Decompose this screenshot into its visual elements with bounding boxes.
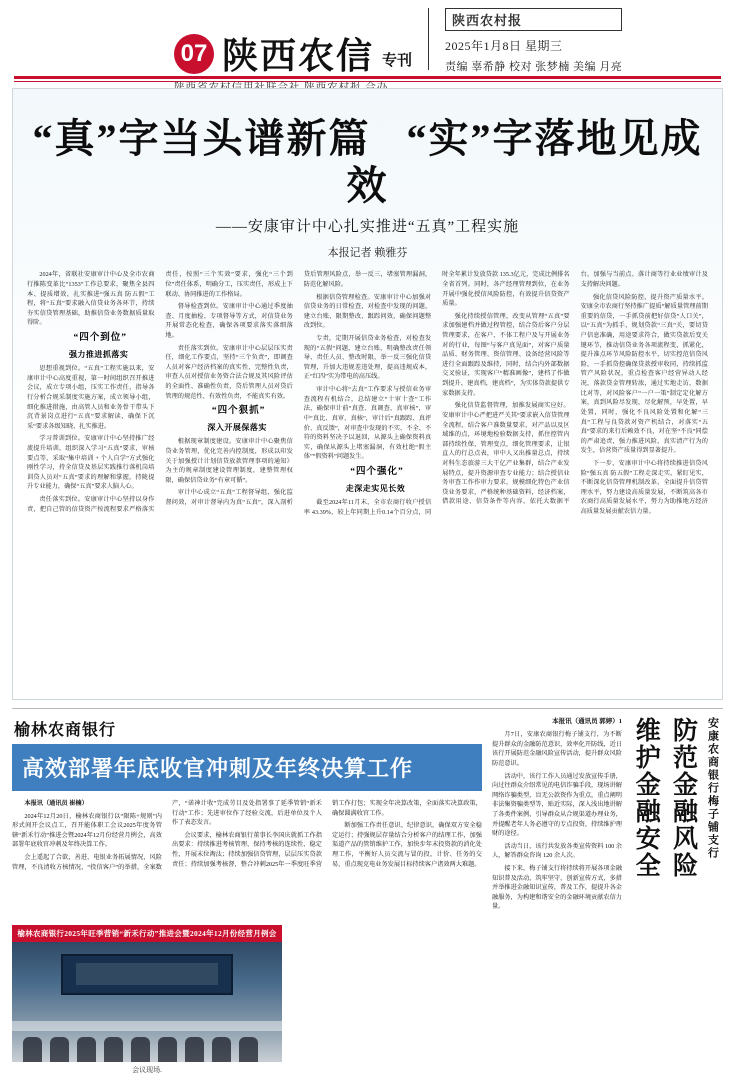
photo-banner-text: 榆林农商银行2025年旺季营销“新禾行动”推进会暨2024年12月份经营月例会 <box>12 925 282 942</box>
lead-para: 强化信贷风险防控，提升资产质量水平。安康全市农商行坚持推广提质“解质量管理前期重要的信贷，一手抓贷前把好信贷”人口关”，以“五真”为抓手，规划贷款“三真”关，要切贷户信息准确，用途要求符合，做实贷款后变关键环节，推动信贷业务各项流程变，抓紧化，提升准点环节风险防控水平，切实控范信贷风险，一手抓贷控确保贷款授审收同，持续抓监管产风险状况，重点检查客户经营异动人经况，落款贷金管理转浓，通过实地走访，数据比对等，对风险客户“一户一策”制定定化解方案，真到风险尽发现，尽化解预，早处置，早处置，同时，强化不良风险处置和化解“三真”工程与良贷款对资产机结合，对落实“五真”要求的来行后赖效不良，对在坚“不良”同偿的严肃追责，强力推进风险，真实清产行为的发生，倍营资产质量得到显著提升。 <box>580 293 708 455</box>
section-label: 专刊 <box>382 53 413 69</box>
lead-section-subheading: 深入开展保落实 <box>207 423 267 433</box>
ankang-para: 月7日，安康农商银行梅子铺支行，为不断提升群众的金融防范意识，效率化开防线，近日该行开展防范金融风险宣传活动，提升群众风险防范意识。 <box>492 731 622 767</box>
masthead <box>0 0 735 76</box>
yulin-body-columns <box>12 799 482 919</box>
masthead-center <box>174 6 721 94</box>
lead-headline-part2: “实”字落地见成效 <box>346 116 703 209</box>
meeting-photo <box>12 942 282 1062</box>
ankang-para: 活动中，该行工作人员通过发放宣传手册，向过往群众介绍常见的电信诈骗手段，现场讲解网络诈骗类型，盲无公款资作为重点，重点阐明非法集资骗类型等，贴近实际，深入浅出地讲解了各类件案例，引导群众从合规渠道办理业务，并提醒老年人务必遵守的专点投资，持续维护理财的途径。 <box>492 772 622 838</box>
yulin-byline: 本报讯（通讯员 崔楠） <box>24 800 88 807</box>
lead-section-subheading: 走深走实见长效 <box>345 483 406 493</box>
lead-para: 责任落实到位。安康审计中心层层压实责任，细化工作要点，坚持“三个负责”，即调查人员对客户经济档案的真实性、完整性负责，审查人员对授信业务资合法合规及其风险评估的全面性、准确性负责，贷后管理人员对贷后管理的规范性、有效性负责，不能真实有效。 <box>165 344 293 400</box>
yulin-article <box>12 717 482 1074</box>
yulin-photo-block <box>12 925 282 1075</box>
lead-para: 下一步，安康审计中心将持续推进信贷风险“强五真 防五假”工程走深走实，紧盯见实，不断深化信贷管理机制改革，全面提升信贷管理水平，努力建设高质量发展，不断筑高各市农商行高质量发展水平，努力为助推地方经济高质量发展贡献农信力量。 <box>580 459 708 515</box>
lower-section <box>12 708 723 1074</box>
photo-caption: 会议现场. <box>132 1066 162 1074</box>
masthead-title-row <box>174 6 721 74</box>
lead-section-heading: “四个狠抓” <box>211 406 266 417</box>
lead-subhead: ——安康审计中心扎实推进“五真”工程实施 <box>215 219 520 236</box>
masthead-meta <box>445 6 622 74</box>
lead-para: 专责，定期开展信贷业务检查，对检查发现的“五假”问题，建立台账，明确整改责任领导、责任人员、整改时限，举一反三强化信贷管理，升加大违规差违处理，提高违规成本，正“红四”实为带电的高压线。 <box>303 335 432 381</box>
ankang-article <box>492 717 723 1068</box>
ankang-para: 接下来，梅子铺支行将持续将开展各项金融知识普及活动，筑牢坚守，创新宣传方式，多措并举推进金融知识宣传，普及工作，提提升各金融服务，为构建和谐安全的金融环境贡献农信力量。 <box>492 864 622 911</box>
ankang-byline: 本报讯（通讯员 郭婷）1 <box>552 718 622 725</box>
ankang-subline: 安康农商银行梅子铺支行 <box>706 717 719 860</box>
photo-audience <box>12 1007 282 1062</box>
yulin-headline: 高效部署年底收官冲刺及年终决算工作 <box>12 744 482 791</box>
lead-section-subheading: 强力推进抓落实 <box>68 349 129 359</box>
page-number-badge: 07 <box>174 34 214 74</box>
lead-section-heading: “四个强化” <box>350 466 404 477</box>
lead-para: 强化信贷监督管理，加推发展商实应好。安康审计中心严把进严关其“要求嵌入信贷管理全流程，结合客户准数量要求，对产品以及区域维的点，环境地检验数据支持，抓住控管内部持续性保，管理变点，细化管理要求，让银直人的行总点表，审中人又出推量总点，持续对科生态旅游三大干亿产业集群，结合产业发展特点，提升资源审查专业能力；结合授信业务审查工作作审力要求，规模细化特色产业信贷业务要求，严格统种基础资料，经济档案，借款用途，信贷条件等内容，依托大数据平台，加强与当前点、落计商等行业业绩审计及支持解决问题。 <box>442 271 708 506</box>
ankang-para: 活动当日，该行共发放各类宣传资料 100 余人，解答群众咨询 120 余人次。 <box>492 842 622 860</box>
yulin-para: 断加强工作责任意识、纪律意识，确保双方安全稳定运行；持强规层存量结合分析客户的结理工作，加强渠道产品的管销维护工作，加快步年末投资款的消化处理工作，平衡好人员交流与冒的投，计价、任务的交易，重点现克电业务发展目标持续客户诸效两大难题。 <box>332 822 482 868</box>
lead-para: 根据信贷管理检查。安康审计中心加强对信贷业务的日常检查，对检查中发现的问题，建立台账、限期整改、跟踪问效，确保问题整改到位。 <box>303 293 432 330</box>
paper-title: 陕西农信 <box>222 36 375 76</box>
lead-byline: 本报记者 赖雅芬 <box>327 247 408 260</box>
ankang-headline-1: 防范金融风险 <box>669 717 697 879</box>
lead-article <box>12 88 723 700</box>
brand-stamp: 陕西农村报 <box>445 8 622 31</box>
yulin-para: 会议要求，榆林农商银行董事长李国庆就抓工作指出要求：持续推进考核管理、保持考核的连续性、稳定性，开展末位淘汰；持续加强信贷管理，层层压实贷款责任；持续加强考核督，整合冲刺2025年一季度旺季营销工作打包；实现全年决算改策，全面落实决算政策，确保圆满收官工作。 <box>172 800 482 868</box>
lead-para: 截至2024年11月末，全市农商行收户授信率 43.39%，较上年同期上升0.14个百分点，同时全年累计发放贷款 135.3亿元，完成比例排名全省首列。同时，各产经理管理到位，在业务开展中强化授信风险防控，有效提升信贷资产质量。 <box>303 271 570 516</box>
ankang-vertical-headline <box>630 717 721 1068</box>
lead-body-columns <box>27 270 708 695</box>
lead-para: 学习普训到位。安康审计中心坚持推广经流提升培训，组织深入学习“五真”要求，审核要点等，采取“集中培训 + 个人自学”方式强化刚性学习，持全信贷及基层实践推行落机岗培训贷人员对“五真”要求的理解和掌握，持陇提升专业能力，确保“五真”要求人脑人心。 <box>27 435 155 491</box>
lead-headline-part1: “真”字当头谱新篇 <box>32 116 371 161</box>
projector-screen <box>61 954 234 995</box>
masthead-divider <box>428 8 429 70</box>
lead-para: 强化持续授信管理，改变从管理“五真”要求加强建档并做过程管控，结合贷后客户分层管理要求，在客户、不体工程户及与开展业务对的行业，每图“与客户真见面”，对客户质量品质、财务管理、资信管理、设备经营风险等进行全面跟踪及维持，同时，结合内外部数据交叉验证，实现客户“精准画像”，建档了作做到提升，建真档，建真档”，为实体贷款提供专家数据支持。 <box>442 312 570 397</box>
lead-para: 2024年，省联社安康审计中心及全市农商行推陈变革比“1353”工作总要求，聚焦全县四本、提质增效，扎实推进“强五真 防五假”工程，将“五真”要求融入信贷业务各环节，持续夯实信贷管理基础，助推信贷业务数据质量取得阶。 <box>27 271 155 327</box>
yulin-para: 会上遥起了合欲，善进、电银业务拓展情况，风险管理，不良清收方核情况，“投信客户”的举措，全案数产，“诺神计收”完成劳目及处指署事了延季管销“新禾行动”工作；先进审位作了经验交流，后进单位及个人作了表态发言。 <box>12 800 322 871</box>
yulin-para: 2024年12月20日，榆林农商银行以“限陈+规则”内形式间开会议点工，召开能体职工会议2025年度务管辖“新禾行动”推进会暨2024年12月份经营月例会，高效部署年底收官冲刺及年终决算工作。 <box>12 812 162 849</box>
lead-para: 督导检查到位。安康审计中心通过季度抽查、月度抽检、专项督导等方式，对信贷业务开展常态化检查，确保各项要求落实落细落地。 <box>165 303 293 340</box>
lead-headline <box>27 115 708 209</box>
lead-para: 审计中心将“去真”工作要求与授信业务审查流程有机结合，总结建立“十审十查”工作法，确保审计前“真查、真调查、真审核”，审中“真比、真审、真核”，审计后“真跟踪、真评价、真反馈”，对审查中发现的不实、不全、不符的资料坚决予以退回，从源头上确保资料真实，确保从源头上堵塞漏洞，有效杜绝“假主体”“假资料”问题发生。 <box>303 386 432 461</box>
issue-date: 2025年1月8日 星期三 <box>445 39 563 53</box>
editor-credits: 责编 辜希静 校对 张梦楠 美编 月亮 <box>445 61 623 73</box>
yulin-bank-name: 榆林农商银行 <box>14 722 117 739</box>
lead-para: 审计中心成立“五真”工程督导组，强化监督问效，对审计督导内为真“五真”，深入剖析贷后管理风险点，举一反三，堵塞管理漏洞，防范化解风险。 <box>165 271 432 507</box>
lead-para: 根据现章制度建设。安康审计中心聚焦信贷业务管理，优化完善内控制度，形成以印发关于加强授计计划信贷放款管理事项的通知》为主的规章制度建设管理制度，建整管理权限，确保信贷业务“有章可循”。 <box>165 438 293 484</box>
ankang-headline-2: 维护金融安全 <box>632 717 660 879</box>
lead-section-heading: “四个到位” <box>73 333 127 344</box>
lead-para: 责任落实到位。安康审计中心坚持以身作责，把自己管的信贷资产按流程要求严格落实责任，按照“三个实效”要求，强化“三个到位”责任体系，明确分工，压实责任，形成上下联动、协同推进的工作格局。 <box>27 271 293 513</box>
lead-para: 思想重视到位。“五真”工程实施以来，安康审计中心高度重视，第一时间组织召开推进会议，成立专项小组，压实工作责任，指导各行分析合规采制度实施方案，成立领导小组，细化推进措施，由高管人员和业务骨干带头下沉背景岗点进行“五真”要求解读，确保下沉采“要求各级知晓、扎实推进。 <box>27 365 155 430</box>
ankang-body <box>492 717 622 1068</box>
